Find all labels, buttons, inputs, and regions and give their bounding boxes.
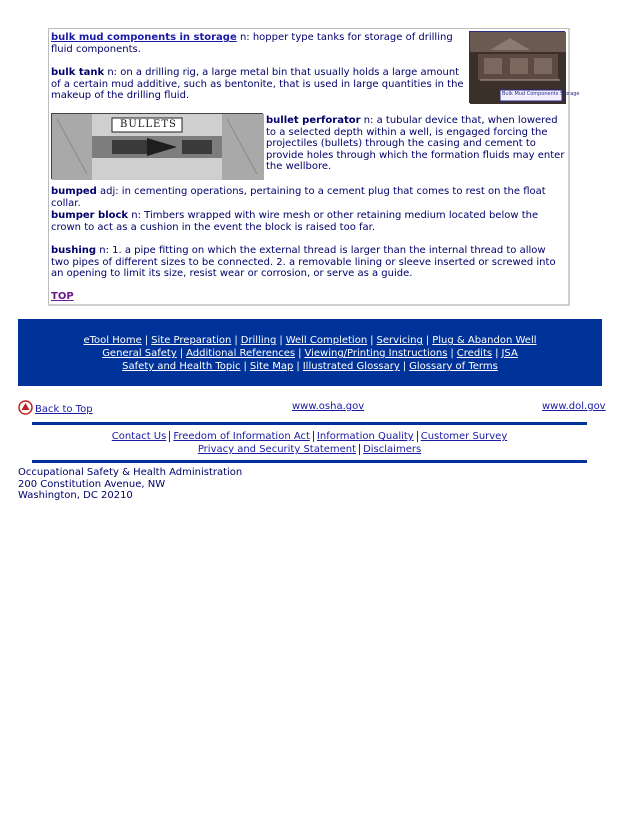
glossary-entry <box>51 186 569 209</box>
definition: n: Timbers wrapped with wire mesh or other retaining medium located below the crown to act as a cushion in the event the block is raised too far. <box>51 210 539 233</box>
definition: adj: in cementing operations, pertaining to a cement plug that comes to rest on the float collar. <box>51 186 546 209</box>
customer-survey-link[interactable]: Customer Survey <box>420 431 508 442</box>
nav-separator: | <box>402 361 407 372</box>
nav-separator: | <box>243 361 247 372</box>
nav-glossary-of-terms[interactable]: Glossary of Terms <box>409 361 498 372</box>
site-nav-band <box>18 319 602 386</box>
nav-plug-abandon-well[interactable]: Plug & Abandon Well <box>432 335 537 346</box>
link-separator <box>417 431 418 442</box>
bullets-label: BULLETS <box>120 119 177 130</box>
nav-row-1 <box>18 334 602 347</box>
term: bushing <box>51 245 97 256</box>
footer-links-row-1 <box>32 430 587 443</box>
top-link[interactable]: TOP <box>51 291 74 302</box>
glossary-entry <box>51 32 466 55</box>
nav-safety-health-topic[interactable]: Safety and Health Topic <box>122 361 241 372</box>
privacy-security-link[interactable]: Privacy and Security Statement <box>197 444 357 455</box>
definition: n: 1. a pipe fitting on which the external thread is larger than the internal thread to allow two pipes of different sizes to be connected. 2. a removable lining or sleeve inserted or screwed into an opening to limit its size, resist wear or corrosion, or serve as a guide. <box>51 245 556 279</box>
term-bulk-mud-components-link[interactable]: bulk mud components in storage <box>51 32 237 43</box>
definition: n: on a drilling rig, a large metal bin that usually holds a large amount of a certain mud additive, such as bentonite, that is used in large quantities in the makeup of the drilling fluid. <box>51 67 464 101</box>
contact-us-link[interactable]: Contact Us <box>111 431 167 442</box>
nav-viewing-printing[interactable]: Viewing/Printing Instructions <box>304 348 448 359</box>
nav-separator: | <box>279 335 283 346</box>
nav-etool-home[interactable]: eTool Home <box>83 335 142 346</box>
nav-separator: | <box>370 335 374 346</box>
nav-illustrated-glossary[interactable]: Illustrated Glossary <box>302 361 400 372</box>
dol-gov-link[interactable]: www.dol.gov <box>542 401 606 412</box>
nav-row-2 <box>18 347 602 360</box>
term: bumper block <box>51 210 129 221</box>
nav-separator: | <box>296 361 300 372</box>
nav-separator: | <box>495 348 499 359</box>
nav-separator: | <box>298 348 302 359</box>
back-to-top-link[interactable]: Back to Top <box>35 404 93 415</box>
link-separator <box>169 431 170 442</box>
address-line-2: 200 Constitution Avenue, NW <box>18 478 166 490</box>
nav-additional-references[interactable]: Additional References <box>186 348 296 359</box>
up-arrow-icon[interactable] <box>18 400 33 418</box>
disclaimers-link[interactable]: Disclaimers <box>363 444 422 455</box>
nav-jsa[interactable]: JSA <box>501 348 518 359</box>
link-separator <box>359 444 360 455</box>
nav-site-map[interactable]: Site Map <box>249 361 294 372</box>
glossary-entry <box>51 245 563 280</box>
nav-site-preparation[interactable]: Site Preparation <box>151 335 232 346</box>
definition: n: a tubular device that, when lowered to a selected depth within a well, is engaged forcing the projectiles (bullets) through the casing and cement to provide holes through which the formation fluids may enter the wellbore. <box>266 115 565 172</box>
nav-general-safety[interactable]: General Safety <box>102 348 177 359</box>
term: bumped <box>51 186 97 197</box>
nav-separator: | <box>425 335 430 346</box>
agency-address <box>18 467 242 502</box>
nav-credits[interactable]: Credits <box>456 348 493 359</box>
nav-separator: | <box>179 348 184 359</box>
foia-link[interactable]: Freedom of Information Act <box>173 431 310 442</box>
nav-separator: | <box>450 348 454 359</box>
glossary-entry <box>51 210 563 233</box>
glossary-entry <box>266 115 566 173</box>
footer-divider-bottom <box>32 460 587 463</box>
nav-separator: | <box>234 335 238 346</box>
term: bulk tank <box>51 67 105 78</box>
address-line-3: Washington, DC 20210 <box>18 490 133 501</box>
footer-links-row-2 <box>32 443 587 456</box>
glossary-box <box>48 28 580 306</box>
osha-gov-link[interactable]: www.osha.gov <box>292 401 365 412</box>
bulk-mud-storage-photo <box>469 31 580 103</box>
nav-separator: | <box>144 335 149 346</box>
glossary-entry <box>51 67 466 102</box>
link-separator <box>313 431 314 442</box>
information-quality-link[interactable]: Information Quality <box>316 431 414 442</box>
term: bullet perforator <box>266 115 361 126</box>
nav-well-completion[interactable]: Well Completion <box>285 335 368 346</box>
photo-mud-caption: Bulk Mud Components Storage <box>502 91 580 97</box>
footer-divider-top <box>32 422 587 425</box>
definition: n: hopper type tanks for storage of drilling fluid components. <box>51 32 453 55</box>
nav-row-3 <box>18 360 602 373</box>
nav-servicing[interactable]: Servicing <box>376 335 423 346</box>
bullet-perforator-photo <box>51 113 263 179</box>
address-line-1: Occupational Safety & Health Administration <box>18 467 243 478</box>
nav-drilling[interactable]: Drilling <box>240 335 277 346</box>
